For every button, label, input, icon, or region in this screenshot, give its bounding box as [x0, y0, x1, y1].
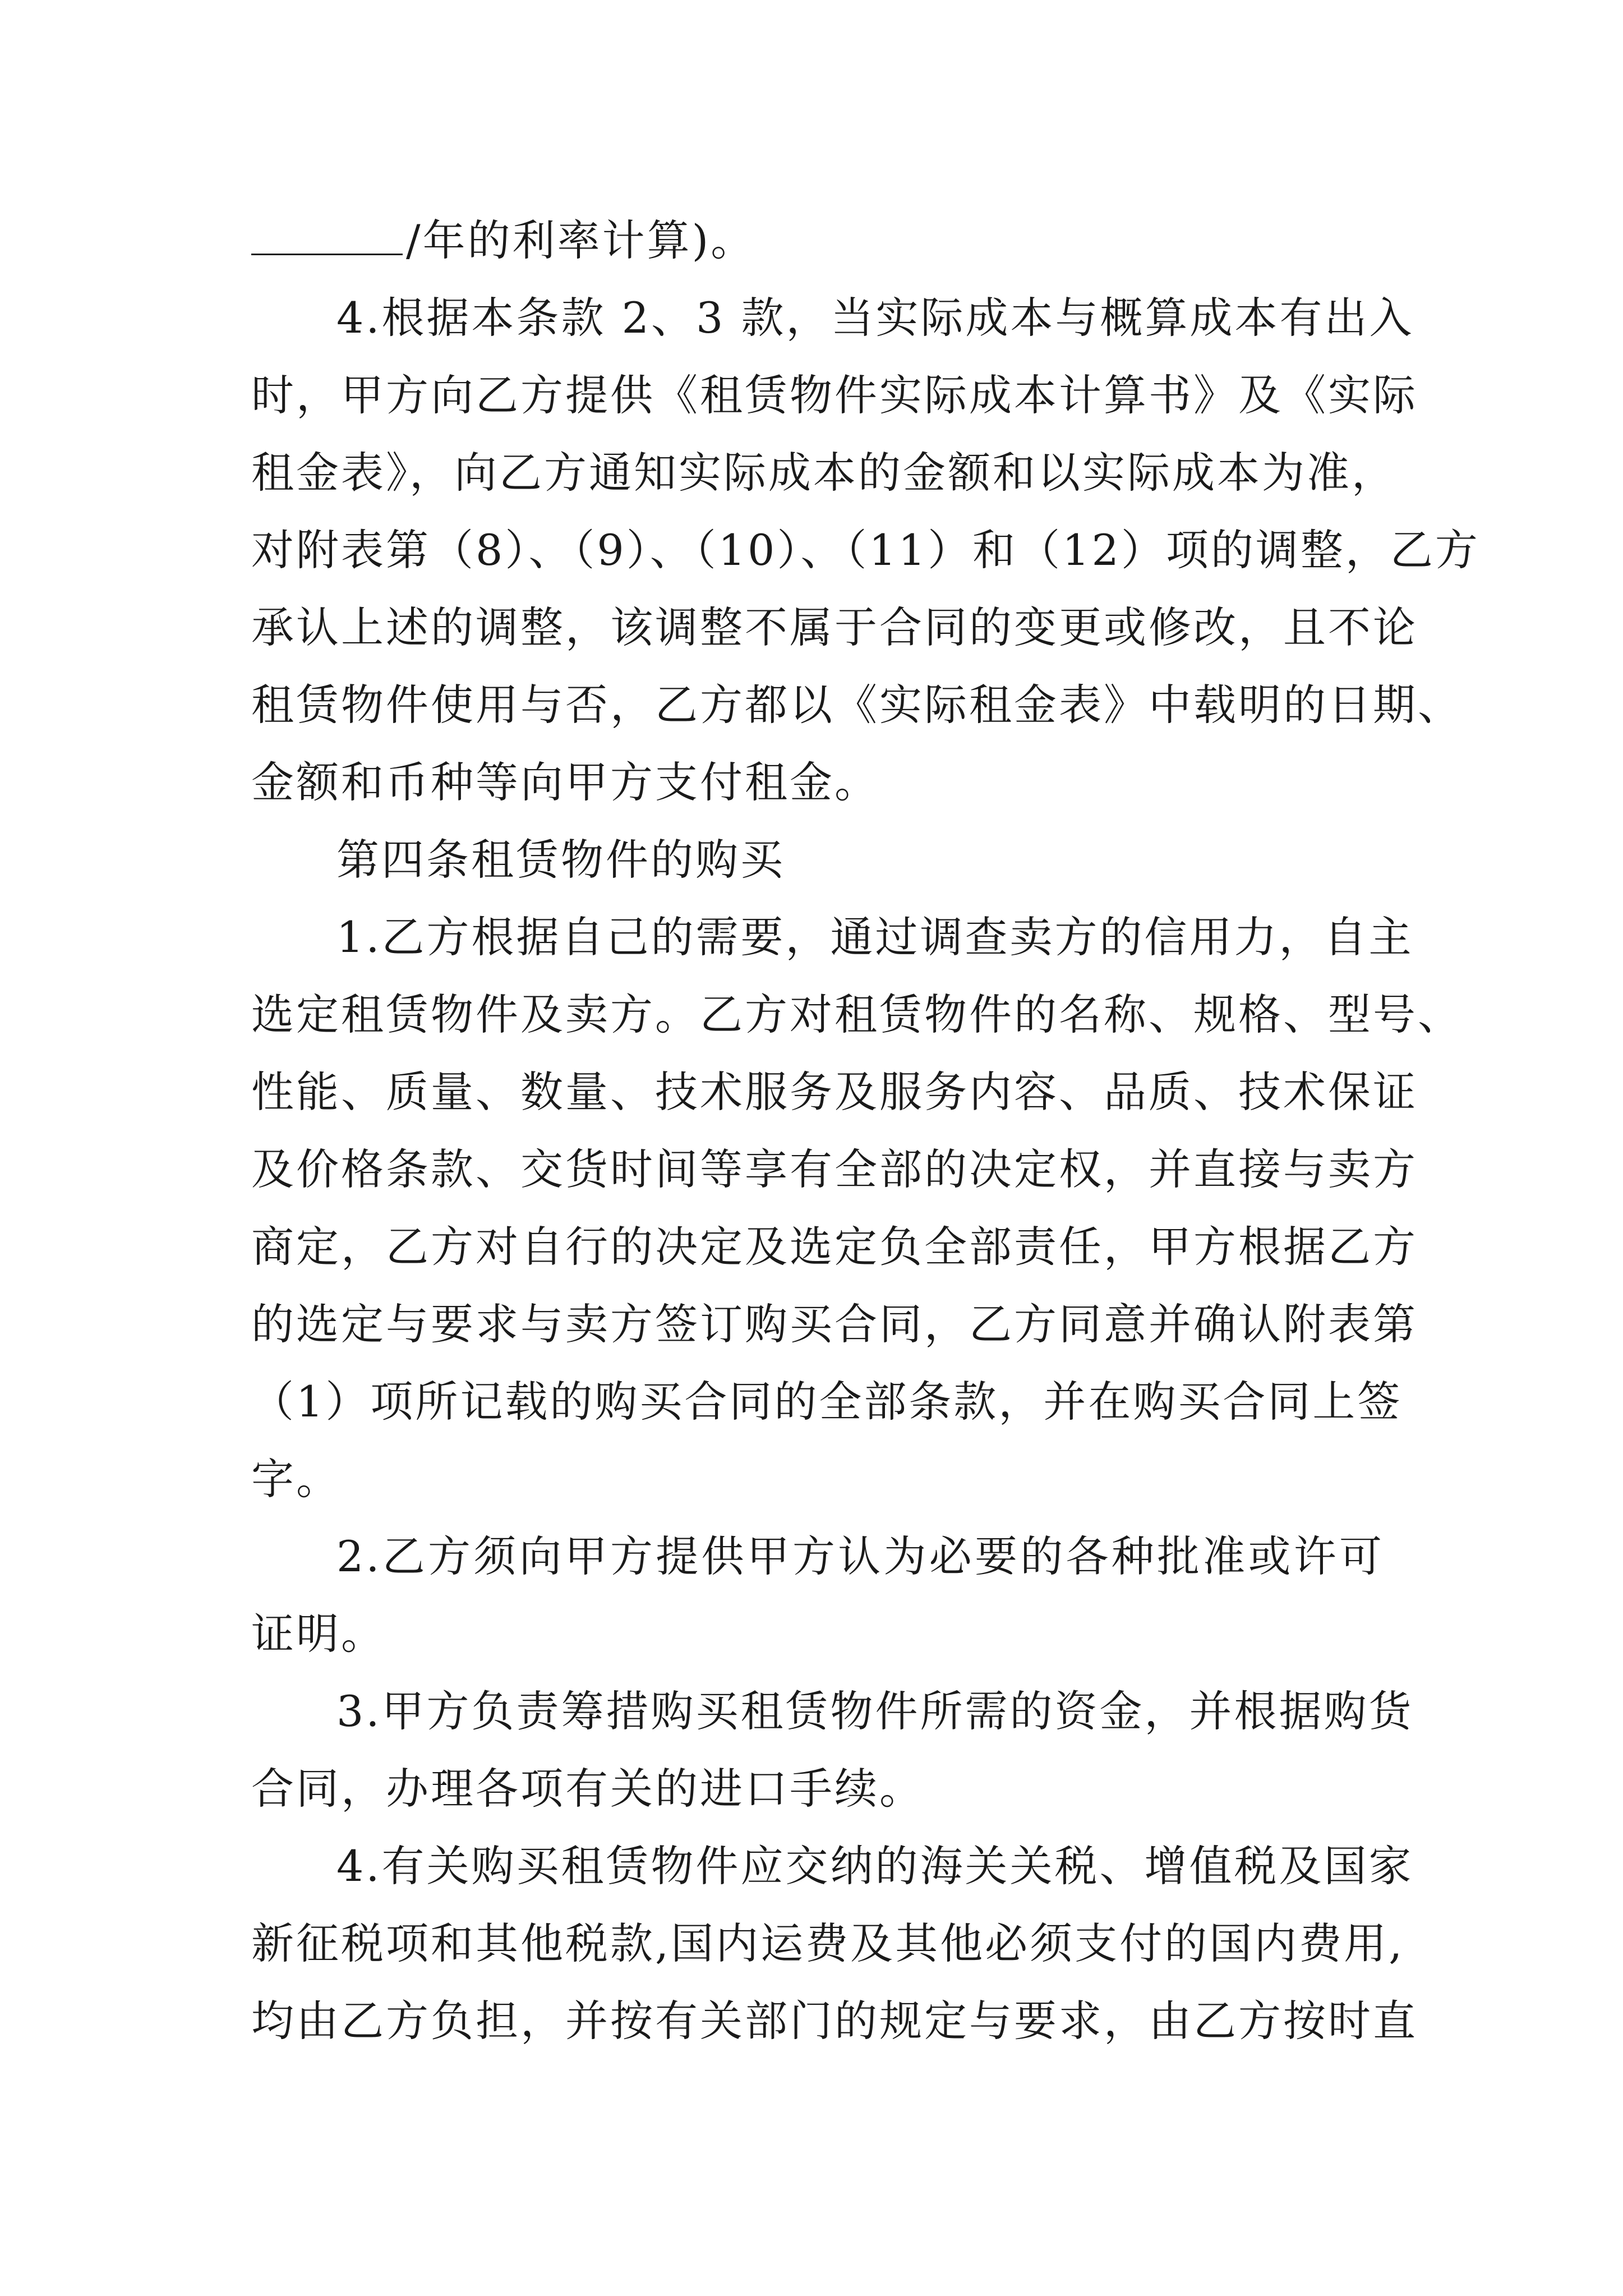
text-line — [251, 899, 1414, 976]
text-line — [251, 589, 1418, 666]
text-line — [251, 1131, 1418, 1208]
line-text: 4.有关购买租赁物件应交纳的海关关税、增值税及国家 — [336, 1841, 1414, 1891]
text-line — [251, 1750, 1384, 1828]
blank-underline — [251, 214, 403, 255]
line-text: 租金表》，向乙方通知实际成本的金额和以实际成本为准， — [251, 448, 1396, 498]
text-line — [251, 1828, 1414, 1905]
line-text: 1.乙方根据自己的需要，通过调查卖方的信用力，自主 — [336, 912, 1414, 962]
text-line — [251, 976, 1463, 1053]
text-line — [251, 512, 1480, 589]
text-line — [251, 357, 1418, 434]
line-text: 商定，乙方对自行的决定及选定负全部责任，甲方根据乙方 — [251, 1222, 1418, 1272]
document-body — [251, 202, 1480, 2060]
line-text: 4.根据本条款 2、3 款，当实际成本与概算成本有出入 — [336, 293, 1414, 343]
line-text: 第四条租赁物件的购买 — [336, 835, 785, 885]
line-text: 对附表第（8）、（9）、（10）、（11）和（12）项的调整，乙方 — [251, 525, 1480, 575]
text-line — [251, 821, 1384, 899]
line-text: 均由乙方负担，并按有关部门的规定与要求，由乙方按时直 — [251, 1996, 1418, 2046]
text-line — [251, 279, 1414, 357]
line-text: （1）项所记载的购买合同的全部条款，并在购买合同上签 — [251, 1377, 1403, 1427]
line-text: 及价格条款、交货时间等享有全部的决定权，并直接与卖方 — [251, 1144, 1418, 1194]
line-text: /年的利率计算)。 — [406, 215, 756, 265]
line-text: 的选定与要求与卖方签订购买合同，乙方同意并确认附表第 — [251, 1299, 1418, 1349]
text-line — [251, 666, 1463, 744]
line-text: 证明。 — [251, 1609, 386, 1659]
line-text: 承认上述的调整，该调整不属于合同的变更或修改，且不论 — [251, 602, 1418, 652]
line-text: 租赁物件使用与否，乙方都以《实际租金表》中载明的日期、 — [251, 680, 1463, 730]
text-line — [251, 434, 1396, 512]
line-text: 2.乙方须向甲方提供甲方认为必要的各种批准或许可 — [336, 1531, 1384, 1581]
text-line — [251, 1441, 1384, 1518]
text-line — [251, 1363, 1403, 1441]
line-text: 性能、质量、数量、技术服务及服务内容、品质、技术保证 — [251, 1067, 1418, 1117]
text-line — [251, 1982, 1418, 2060]
line-text: 字。 — [251, 1454, 341, 1504]
line-text: 金额和币种等向甲方支付租金。 — [251, 757, 879, 807]
text-line — [251, 1673, 1414, 1750]
text-line — [251, 1053, 1418, 1131]
text-line — [251, 1286, 1418, 1363]
line-text: 3.甲方负责筹措购买租赁物件所需的资金，并根据购货 — [336, 1686, 1414, 1736]
line-text: 选定租赁物件及卖方。乙方对租赁物件的名称、规格、型号、 — [251, 990, 1463, 1039]
line-text: 合同，办理各项有关的进口手续。 — [251, 1764, 924, 1814]
text-line — [251, 1208, 1418, 1286]
text-line — [251, 1905, 1405, 1982]
text-line — [251, 1518, 1384, 1595]
line-text: 新征税项和其他税款,国内运费及其他必须支付的国内费用, — [251, 1918, 1405, 1968]
line-text: 时，甲方向乙方提供《租赁物件实际成本计算书》及《实际 — [251, 370, 1418, 420]
text-line — [251, 1595, 1384, 1673]
text-line — [251, 202, 1384, 279]
text-line — [251, 744, 1384, 821]
